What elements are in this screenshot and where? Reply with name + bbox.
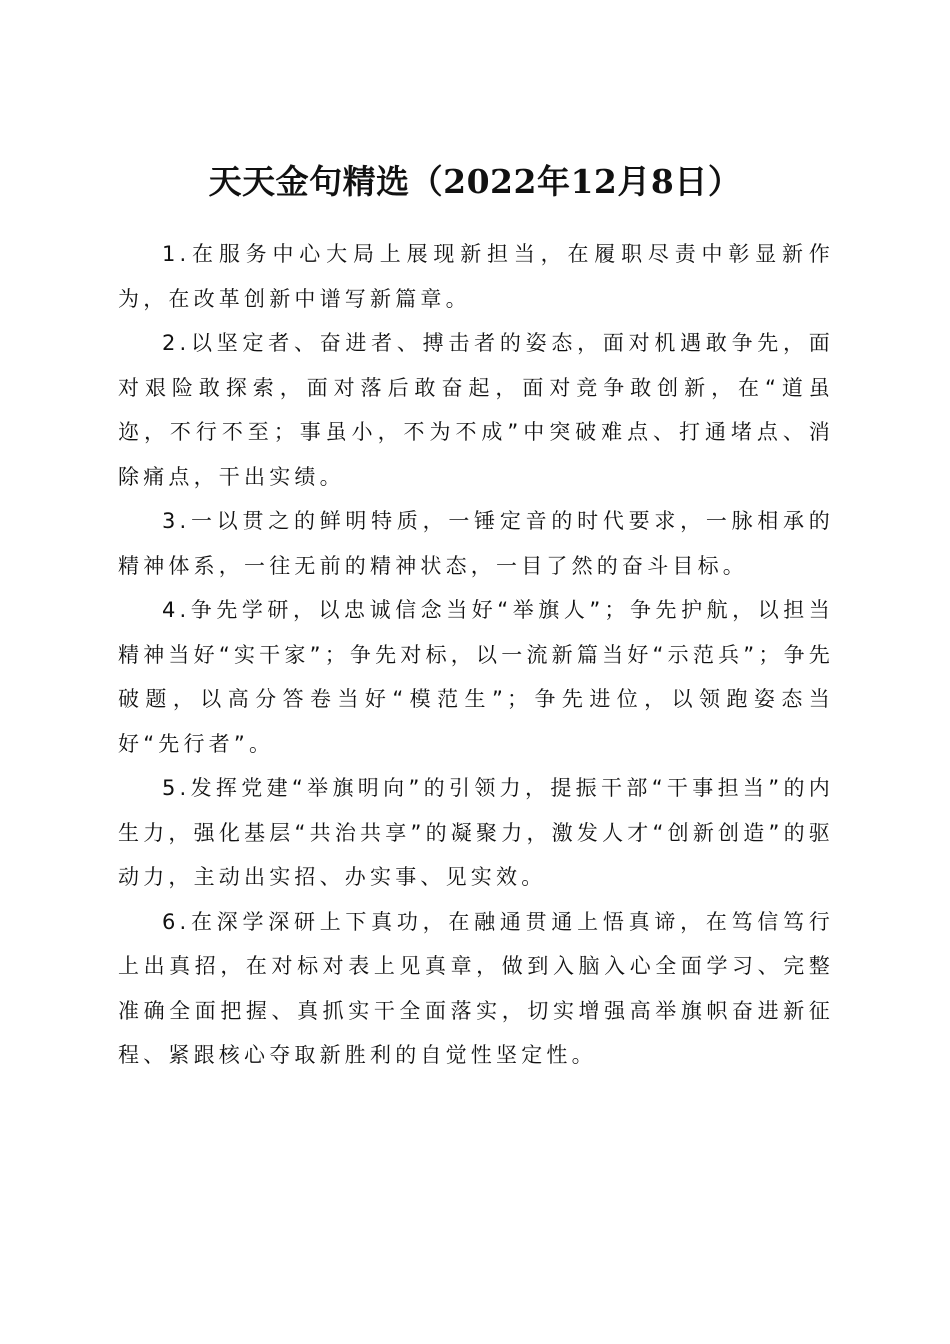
paragraph-6: 6.在深学深研上下真功，在融通贯通上悟真谛，在笃信笃行上出真招，在对标对表上见真章，做到入脑入心全面学习、完整准确全面把握、真抓实干全面落实，切实增强高举旗帜奋进新征程、紧跟核心夺取新胜利的自觉性坚定性。 bbox=[118, 909, 834, 1067]
paragraph-1: 1.在服务中心大局上展现新担当，在履职尽责中彰显新作为，在改革创新中谱写新篇章。 bbox=[118, 242, 834, 311]
paragraph-3: 3.一以贯之的鲜明特质，一锤定音的时代要求，一脉相承的精神体系，一往无前的精神状态，一目了然的奋斗目标。 bbox=[118, 509, 834, 578]
paragraph-2: 2.以坚定者、奋进者、搏击者的姿态，面对机遇敢争先，面对艰险敢探索，面对落后敢奋起，面对竞争敢创新，在“道虽迩，不行不至；事虽小，不为不成”中突破难点、打通堵点、消除痛点，干出实绩。 bbox=[118, 331, 834, 489]
paragraph-4: 4.争先学研，以忠诚信念当好“举旗人”；争先护航，以担当精神当好“实干家”；争先对标，以一流新篇当好“示范兵”；争先破题，以高分答卷当好“模范生”；争先进位，以领跑姿态当好“先行者”。 bbox=[118, 598, 834, 756]
paragraph-5: 5.发挥党建“举旗明向”的引领力，提振干部“干事担当”的内生力，强化基层“共治共享”的凝聚力，激发人才“创新创造”的驱动力，主动出实招、办实事、见实效。 bbox=[118, 776, 834, 889]
page-title: 天天金句精选（2022年12月8日） bbox=[208, 162, 742, 202]
document-body bbox=[118, 232, 834, 1078]
